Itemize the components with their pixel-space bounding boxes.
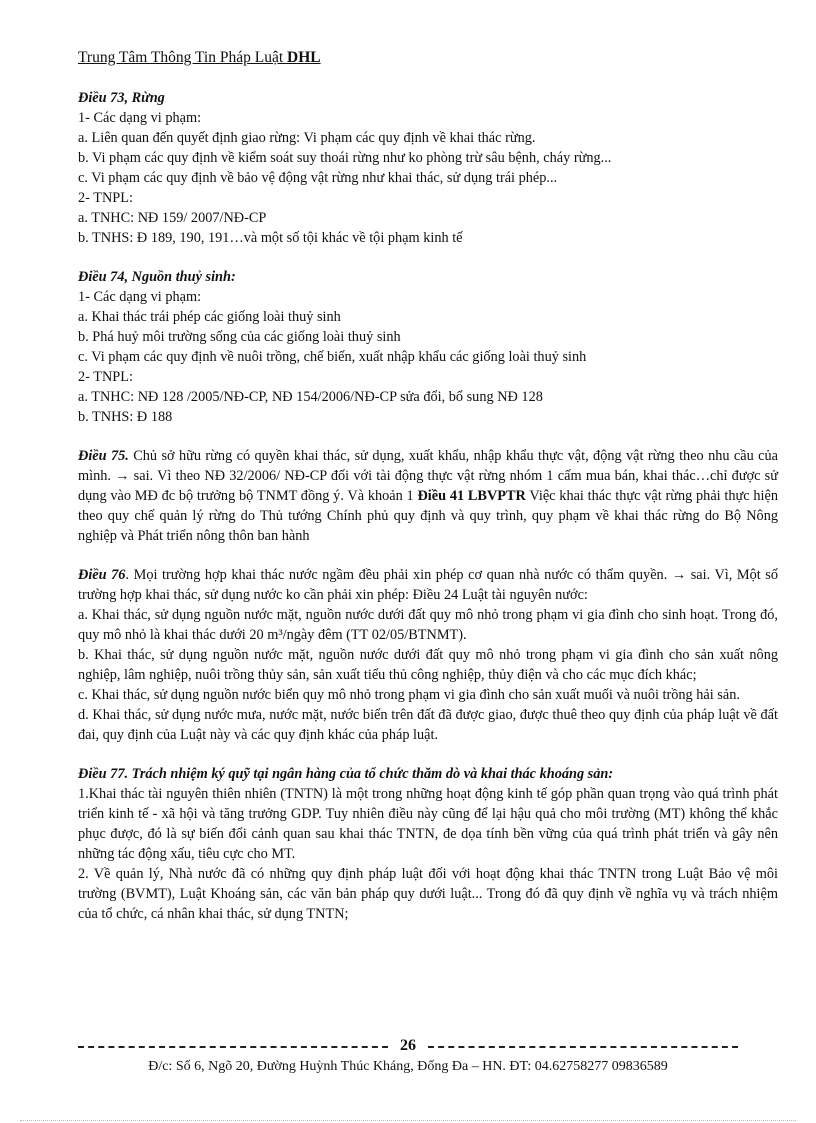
article-74 bbox=[78, 267, 778, 427]
art73-line: a. TNHC: NĐ 159/ 2007/NĐ-CP bbox=[78, 210, 267, 226]
page-header: Trung Tâm Thông Tin Pháp Luật DHL bbox=[78, 49, 321, 66]
article-reference: Điều 41 LBVPTR bbox=[417, 488, 526, 504]
art74-line: b. Phá huỷ môi trường sống của các giống loài thuỷ sinh bbox=[78, 329, 401, 345]
art74-line: a. TNHC: NĐ 128 /2005/NĐ-CP, NĐ 154/2006/NĐ-CP sửa đổi, bổ sung NĐ 128 bbox=[78, 389, 543, 405]
article-75: Điều 75. Chủ sở hữu rừng có quyền khai thác, sử dụng, xuất khẩu, nhập khẩu thực vật, động vật rừng theo nhu cầu của mình. → sai. Vì theo NĐ 32/2006/ NĐ-CP đối với tài động thực vật rừng nhóm 1 cấm mua bán, khai thác…chỉ được sử dụng vào MĐ đc bộ trưởng bộ TNMT đồng ý. Và khoản 1 Điều 41 LBVPTR Việc khai thác thực vật rừng phải thực hiện theo quy chế quản lý rừng do Thủ tướng Chính phủ quy định và quy trình, quy phạm về khai thác rừng do Bộ Nông nghiệp và Phát triển nông thôn ban hành bbox=[78, 448, 779, 544]
article-77 bbox=[78, 764, 778, 924]
arrow-icon: → bbox=[671, 567, 687, 583]
art73-line: b. TNHS: Đ 189, 190, 191…và một số tội khác về tội phạm kinh tế bbox=[78, 230, 463, 246]
footer-address: Đ/c: Số 6, Ngõ 20, Đường Huỳnh Thúc Kháng, Đống Đa – HN. ĐT: 04.62758277 09836589 bbox=[148, 1059, 668, 1074]
art74-line: c. Vi phạm các quy định về nuôi trồng, chế biến, xuất nhập khẩu các giống loài thuỷ sinh bbox=[78, 349, 587, 365]
footer-divider bbox=[428, 1046, 738, 1048]
art73-line: 1- Các dạng vi phạm: bbox=[78, 110, 202, 126]
footer-divider bbox=[78, 1046, 388, 1048]
art73-line: c. Vi phạm các quy định về bảo vệ động vật rừng như khai thác, sử dụng trái phép... bbox=[78, 170, 558, 186]
art73-line: a. Liên quan đến quyết định giao rừng: Vi phạm các quy định về khai thác rừng. bbox=[78, 130, 536, 146]
article-76-title: Điều 76 bbox=[78, 567, 126, 583]
page-edge bbox=[20, 1120, 796, 1121]
article-73-title: Điều 73, Rừng bbox=[78, 90, 165, 106]
art76-paragraph: b. Khai thác, sử dụng nguồn nước mặt, nguồn nước dưới đất quy mô nhỏ trong phạm vi gia đình cho sản xuất nông nghiệp, lâm nghiệp, nuôi trồng thủy sản, sản xuất tiểu thủ công nghiệp, thủy điện và cho các mục đích khác; bbox=[78, 647, 778, 683]
article-73 bbox=[78, 88, 778, 248]
art73-line: b. Vi phạm các quy định về kiểm soát suy thoái rừng như ko phòng trừ sâu bệnh, cháy rừng... bbox=[78, 150, 612, 166]
page-footer bbox=[78, 1037, 738, 1075]
document-page bbox=[78, 48, 778, 924]
art74-line: a. Khai thác trái phép các giống loài thuỷ sinh bbox=[78, 309, 341, 325]
page-number: 26 bbox=[400, 1037, 416, 1054]
article-74-title: Điều 74, Nguồn thuỷ sinh: bbox=[78, 269, 236, 285]
arrow-icon: → bbox=[115, 468, 130, 484]
article-76: Điều 76. Mọi trường hợp khai thác nước ngầm đều phải xin phép cơ quan nhà nước có thẩm quyền. → sai. Vì, Một số trường hợp khai thác, sử dụng nước ko cần phải xin phép: Điều 24 Luật tài nguyên nước: a. Khai thác, sử dụng nguồn nước mặt, nguồn nước dưới đất quy mô nhỏ trong phạm vi gia đình cho sinh hoạt. Trong đó, quy mô nhỏ là khai thác dưới 20 m³/ngày đêm (TT 02/05/BTNMT). b. Khai thác, sử dụng nguồn nước mặt, nguồn nước dưới đất quy mô nhỏ trong phạm vi gia đình cho sản xuất nông nghiệp, lâm nghiệp, nuôi trồng thủy sản, sản xuất tiểu thủ công nghiệp, thủy điện và cho các mục đích khác; c. Khai thác, sử dụng nguồn nước biển quy mô nhỏ trong phạm vi gia đình cho sản xuất muối và nuôi trồng hải sản. d. Khai thác, sử dụng nước mưa, nước mặt, nước biển trên đất đã được giao, được thuê theo quy định của pháp luật về đất đai, quy định của Luật này và các quy định khác của pháp luật. bbox=[78, 567, 779, 743]
art76-paragraph: a. Khai thác, sử dụng nguồn nước mặt, nguồn nước dưới đất quy mô nhỏ trong phạm vi gia đình cho sinh hoạt. Trong đó, quy mô nhỏ là khai thác dưới 20 m³/ngày đêm (TT 02/05/BTNMT). bbox=[78, 607, 778, 643]
art74-line: b. TNHS: Đ 188 bbox=[78, 409, 173, 425]
article-75-title: Điều 75. bbox=[78, 448, 129, 464]
art77-paragraph: 2. Về quản lý, Nhà nước đã có những quy định pháp luật đối với hoạt động khai thác TNTN trong Luật Bảo vệ môi trường (BVMT), Luật Khoáng sản, các văn bản pháp quy dưới luật... Trong đó đã quy định về nghĩa vụ và trách nhiệm của tổ chức, cá nhân khai thác, sử dụng TNTN; bbox=[78, 866, 778, 922]
article-77-title: Điều 77. Trách nhiệm ký quỹ tại ngân hàng của tổ chức thăm dò và khai thác khoáng sản: bbox=[78, 766, 614, 782]
art77-paragraph: 1.Khai thác tài nguyên thiên nhiên (TNTN) là một trong những hoạt động kinh tế góp phần quan trọng vào quá trình phát triển kinh tế - xã hội và tăng trưởng GDP. Tuy nhiên điều này cũng để lại hậu quả cho môi trường (MT) không thể khắc phục được, đó là sự biến đổi cảnh quan sau khai thác TNTN, đe dọa tính bền vững của quá trình phát triển và gây nên những tác động xấu, tiêu cực cho MT. bbox=[78, 786, 778, 862]
art73-line: 2- TNPL: bbox=[78, 190, 133, 206]
art74-line: 1- Các dạng vi phạm: bbox=[78, 289, 202, 305]
art74-line: 2- TNPL: bbox=[78, 369, 133, 385]
art76-paragraph: d. Khai thác, sử dụng nước mưa, nước mặt, nước biển trên đất đã được giao, được thuê theo quy định của pháp luật về đất đai, quy định của Luật này và các quy định khác của pháp luật. bbox=[78, 707, 778, 743]
art76-paragraph: c. Khai thác, sử dụng nguồn nước biển quy mô nhỏ trong phạm vi gia đình cho sản xuất muối và nuôi trồng hải sản. bbox=[78, 687, 740, 703]
